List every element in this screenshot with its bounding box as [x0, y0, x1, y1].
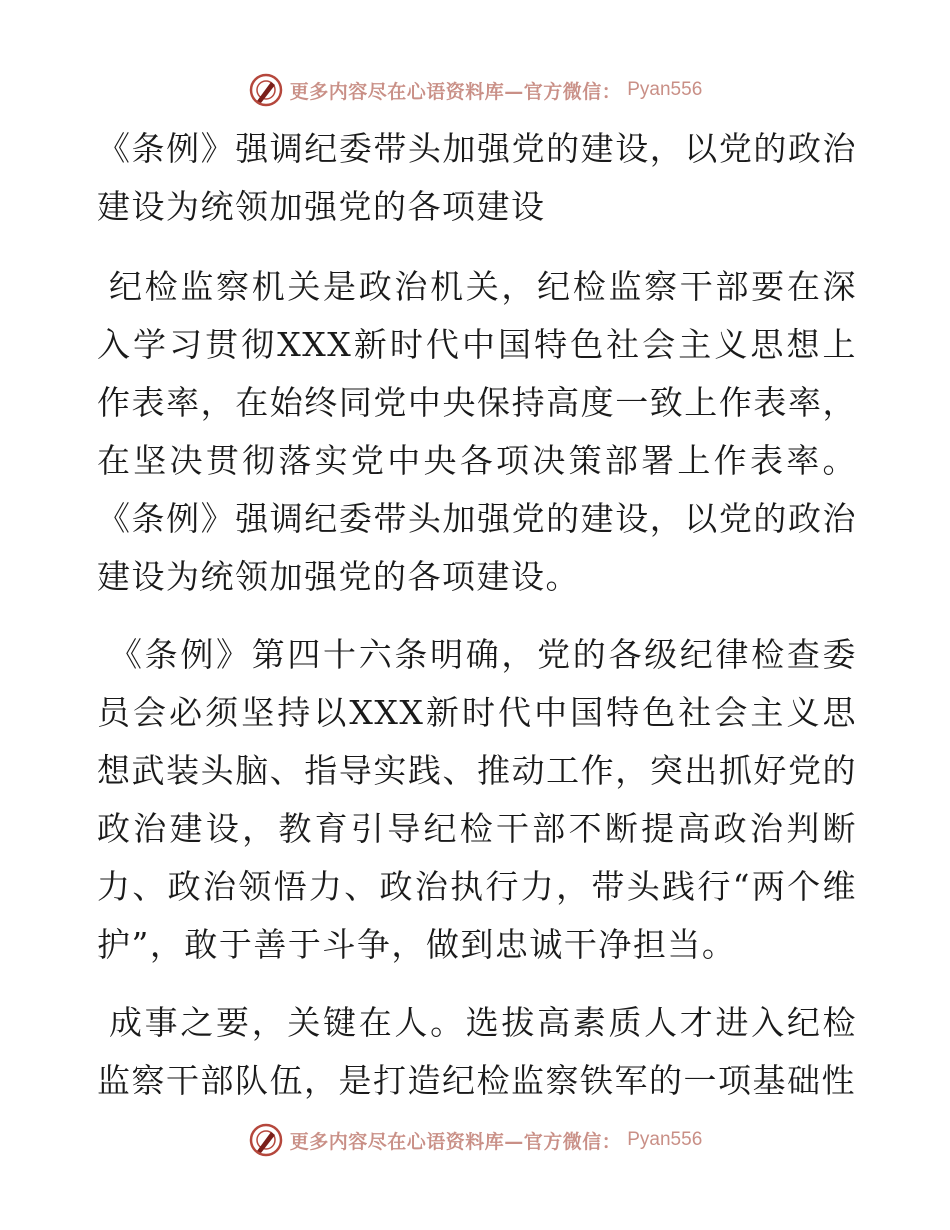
pen-logo-icon: [248, 1122, 284, 1158]
watermark-text: 更多内容尽在心语资料库—官方微信：: [289, 80, 622, 103]
paragraph: 纪检监察机关是政治机关，纪检监察干部要在深入学习贯彻XXX新时代中国特色社会主义思想上作表率，在始终同党中央保持高度一致上作表率，在坚决贯彻落实党中央各项决策部署上作表率。《条例》强调纪委带头加强党的建设，以党的政治建设为统领加强党的各项建设。: [97, 267, 857, 596]
header-watermark: [0, 70, 950, 110]
footer-watermark: [0, 1120, 950, 1160]
paragraph: 《条例》第四十六条明确，党的各级纪律检查委员会必须坚持以XXX新时代中国特色社会主义思想武装头脑、指导实践、推动工作，突出抓好党的政治建设，教育引导纪检干部不断提高政治判断力、政治领悟力、政治执行力，带头践行“两个维护”，敢于善于斗争，做到忠诚干净担当。: [97, 635, 857, 964]
pen-logo-icon: [248, 72, 284, 108]
section-heading: 《条例》强调纪委带头加强党的建设，以党的政治建设为统领加强党的各项建设: [97, 129, 857, 226]
paragraph: 成事之要，关键在人。选拔高素质人才进入纪检监察干部队伍，是打造纪检监察铁军的一项基础性: [97, 1003, 857, 1100]
document-body: [97, 120, 857, 1130]
watermark-account: Pyan556: [627, 1129, 703, 1150]
watermark-account: Pyan556: [627, 79, 703, 100]
watermark-text: 更多内容尽在心语资料库—官方微信：: [289, 1130, 622, 1153]
